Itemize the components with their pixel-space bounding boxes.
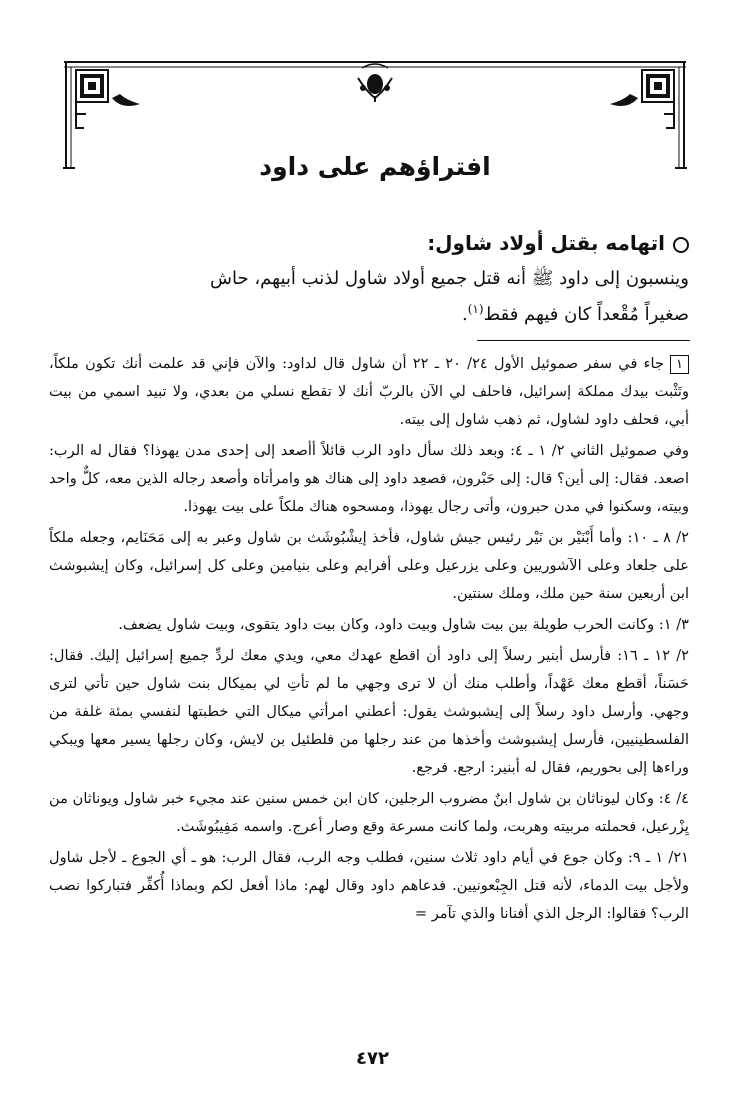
circle-bullet-icon (673, 237, 689, 253)
footnote-number-box: ١ (670, 355, 689, 374)
footnotes-block (49, 350, 689, 931)
footnote-paragraph: ٢/ ١٢ ـ ١٦: فأرسل أبنير رسلاً إلى داود أن اقطع عهدك معي، ويدي معك لردِّ جميع إسرائيل إليك. فقال: حَسَناً، أقطع معك عَهْداً، وأطلب منك أن لا ترى وجهي ما لم تأتِ لي بميكال بنت شاول حين تأتي لترى وجهي. وأرسل داود رسلاً إلى إيشبوشث يقول: أعطني امرأتي ميكال التي خطبتها لنفسي بمئة غلفة من الفلسطينيين، فأرسل إيشبوشث وأخذها من عند رجلها من فلطئيل بن لايش، وكان رجلها يسير معها ويبكي وراءها إلى بحوريم، فقال له أبنير: ارجع. فرجع. (49, 647, 689, 776)
footnote-paragraph: ٢/ ٨ ـ ١٠: وأما أَبْنَيْر بن نَيْر رئيس جيش شاول، فأخذ إيشْبُوشَث بن شاول وعبر به إلى مَحَنَايم، وجعله ملكاً على جلعاد وعلى الآشوريين وعلى يزرعيل وعلى أفرايم وعلى بنيامين وعلى كل إسرائيل، وكان إيشبوشث ابن أربعين سنة حين ملك، وملك سنتين. (49, 529, 690, 602)
footnote-divider (477, 340, 690, 341)
right-corner-ornament-icon (642, 70, 674, 128)
section-heading-text: اتهامه بقتل أولاد شاول: (427, 231, 665, 255)
footnote-paragraph: ٣/ ١: وكانت الحرب طويلة بين بيت شاول وبيت داود، وكان بيت داود يتقوى، وبيت شاول يضعف. (118, 616, 689, 633)
center-floral-ornament-icon (358, 64, 392, 102)
footnote-paragraph: ٤/ ٤: وكان ليوناثان بن شاول ابنٌ مضروب الرجلين، كان ابن خمس سنين عند مجيء خبر شاول ويوناثان من يِزْرعيل، فحملته مربيته وهربت، ولما كانت مسرعة وقع وصار أعرج. واسمه مَفِيبُوشَث. (49, 790, 689, 835)
right-swirl-ornament-icon (610, 94, 638, 106)
page-number: ٤٧٢ (356, 1048, 389, 1069)
footnote-reference: (١) (467, 302, 484, 316)
intro-line-2: صغيراً مُقْعداً كان فيهم فقط$^{(١)}$. (461, 302, 689, 325)
footnote-paragraph-text: جاء في سفر صموئيل الأول ٢٤/ ٢٠ ـ ٢٢ أن شاول قال لداود: والآن فإني قد علمت أنك تكون ملكاً، وتَثْبت بيدك مملكة إسرائيل، فاحلف لي الآن بالربّ أنك لا تقطع نسلي من بعدي، ولا تبيد اسمي من بيت أبي، فحلف داود لشاول، ثم ذهب شاول إلى بيته. (49, 355, 689, 428)
left-swirl-ornament-icon (112, 94, 140, 106)
footnote-paragraph: ٢١/ ١ ـ ٩: وكان جوع في أيام داود ثلاث سنين، فطلب وجه الرب، فقال الرب: هو ـ أي الجوع ـ لأجل شاول ولأجل بيت الدماء، لأنه قتل الجِبْعونيين. فدعاهم داود وقال لهم: ماذا أفعل لكم وبماذا أُكفِّر فتباركوا نصب الرب؟ فقالوا: الرجل الذي أفنانا والذي تآمر = (49, 849, 689, 922)
intro-paragraph (49, 264, 689, 330)
footnote-paragraph: وفي صموئيل الثاني ٢/ ١ ـ ٤: وبعد ذلك سأل داود الرب قائلاً أأصعد إلى إحدى مدن يهوذا؟ فقال له الرب: اصعد. فقال: إلى أين؟ قال: إلى حَبْرون، فصعِد داود إلى هناك هو وامرأتاه وأصعد رجاله الذين معه، كلٌّ واحد وبيته، وسكنوا في مدن حبرون، وأتى رجال يهوذا، ومسحوه هناك ملكاً على بيت يهوذا. (49, 442, 690, 515)
intro-line-2-text: صغيراً مُقْعداً كان فيهم فقط (483, 304, 689, 325)
left-corner-ornament-icon (76, 70, 108, 128)
section-heading (49, 228, 689, 258)
footnote-paragraph (49, 350, 689, 434)
intro-line-1: وينسبون إلى داود ﷺ أنه قتل جميع أولاد شاول لذنب أبيهم، حاش (210, 268, 689, 289)
chapter-title: افتراؤهم على داود (259, 152, 491, 181)
